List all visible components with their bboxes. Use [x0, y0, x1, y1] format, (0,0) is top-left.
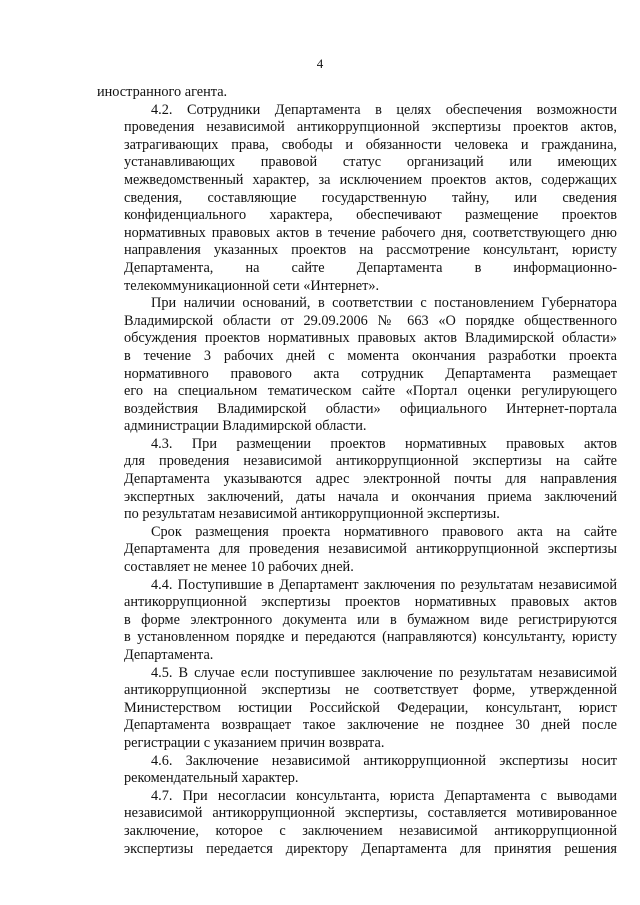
text-line: заключение, которое с заключением независимой антикоррупционной	[124, 822, 617, 839]
text-line: сведения, составляющие государственную тайну, или сведения	[124, 189, 617, 206]
text-line: по результатам независимой антикоррупционной экспертизы.	[124, 506, 500, 523]
text-line: 4.6. Заключение независимой антикоррупционной экспертизы носит	[151, 752, 617, 769]
text-line: в установленном порядке и передаются (направляются) консультанту, юристу	[124, 629, 617, 646]
text-line: Департамента возвращает такое заключение не позднее 30 дней после	[124, 717, 617, 734]
text-line: Департамента.	[124, 647, 214, 663]
text-line: 4.3. При размещении проектов нормативных правовых актов	[151, 435, 617, 452]
paragraph	[97, 102, 617, 296]
text-line: иностранного агента.	[97, 84, 228, 100]
text-line: экспертных заключений, даты начала и окончания приема заключений	[124, 488, 617, 505]
text-line: Департамента, на сайте Департамента в информационно-	[124, 259, 617, 276]
text-line: конфиденциального характера, обеспечивают размещение проектов	[124, 207, 617, 224]
paragraph	[97, 788, 617, 858]
text-line: проведения независимой антикоррупционной экспертизы проектов актов,	[124, 119, 617, 136]
text-line: нормативного правового акта сотрудник Департамента размещает	[124, 365, 617, 382]
document-body	[97, 84, 617, 858]
paragraph	[97, 84, 617, 102]
paragraph	[97, 753, 617, 788]
text-line: межведомственный характер, за исключением проектов актов, содержащих	[124, 171, 617, 188]
text-line: Министерством юстиции Российской Федерации, консультант, юрист	[124, 699, 617, 716]
text-line: в течение 3 рабочих дней с момента окончания разработки проекта	[124, 347, 617, 364]
page-number: 4	[316, 56, 324, 71]
text-line: регистрации с указанием причин возврата.	[124, 734, 385, 751]
text-line: затрагивающих права, свободы и обязанности человека и гражданина,	[124, 136, 617, 153]
paragraph	[97, 524, 617, 577]
paragraph	[97, 577, 617, 665]
paragraph	[97, 436, 617, 524]
text-line: Срок размещения проекта нормативного правового акта на сайте	[151, 523, 617, 540]
text-line: антикоррупционной экспертизы не соответствует форме, утвержденной	[124, 682, 617, 699]
text-line: администрации Владимирской области.	[124, 418, 367, 435]
text-line: телекоммуникационной сети «Интернет».	[124, 277, 380, 294]
text-line: рекомендательный характер.	[124, 770, 299, 787]
text-line: При наличии оснований, в соответствии с постановлением Губернатора	[151, 295, 617, 312]
text-line: независимой антикоррупционной экспертизы, составляется мотивированное	[124, 805, 617, 822]
text-line: в форме электронного документа или в бумажном виде регистрируются	[124, 611, 617, 628]
paragraph	[97, 295, 617, 436]
text-line: 4.4. Поступившие в Департамент заключения по результатам независимой	[151, 576, 617, 593]
text-line: его на специальном тематическом сайте «Портал оценки регулирующего	[124, 383, 617, 400]
text-line: для проведения независимой антикоррупционной экспертизы на сайте	[124, 453, 617, 470]
text-line: антикоррупционной экспертизы проектов нормативных правовых актов	[124, 594, 617, 611]
text-line: 4.7. При несогласии консультанта, юриста Департамента с выводами	[151, 787, 617, 804]
text-line: устанавливающих правовой статус организаций или имеющих	[124, 154, 617, 171]
paragraph	[97, 665, 617, 753]
text-line: обсуждения проектов нормативных правовых актов Владимирской области»	[124, 330, 617, 347]
text-line: составляет не менее 10 рабочих дней.	[124, 559, 354, 576]
text-line: Департамента указываются адрес электронной почты для направления	[124, 471, 617, 488]
text-line: Департамента для проведения независимой антикоррупционной экспертизы	[124, 541, 617, 558]
text-line: 4.2. Сотрудники Департамента в целях обеспечения возможности	[151, 101, 617, 118]
text-line: нормативных правовых актов в течение рабочего дня, соответствующего дню	[124, 224, 617, 241]
text-line: направления указанных проектов на рассмотрение консультант, юристу	[124, 242, 617, 259]
text-line: воздействия Владимирской области» официального Интернет-портала	[124, 400, 617, 417]
text-line: Владимирской области от 29.09.2006 № 663 «О порядке общественного	[124, 312, 617, 329]
text-line: 4.5. В случае если поступившее заключение по результатам независимой	[151, 664, 617, 681]
text-line: экспертизы передается директору Департамента для принятия решения	[124, 840, 617, 857]
